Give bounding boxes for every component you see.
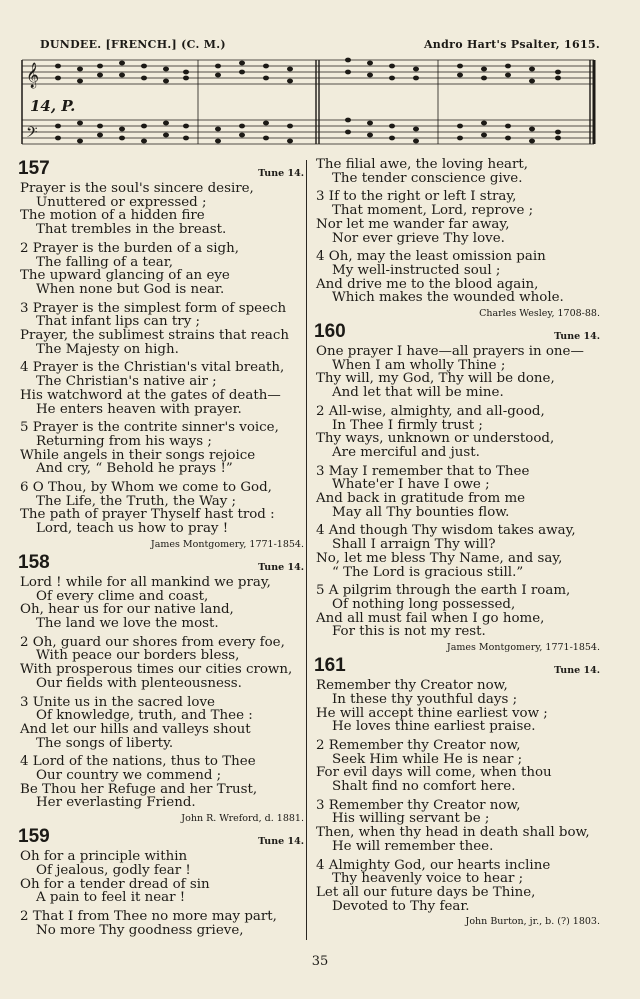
author-credit: John Burton, jr., b. (?) 1803. — [465, 916, 600, 928]
stanza — [20, 242, 310, 297]
verse-line: For this is not my rest. — [332, 624, 486, 640]
hymn-number: 157 — [18, 158, 50, 179]
author-credit: James Montgomery, 1771-1854. — [446, 642, 600, 654]
verse-line: Of knowledge, truth, and Thee : — [36, 708, 253, 724]
verse-line: The Majesty on high. — [36, 341, 179, 357]
verse-line: In these thy youthful days ; — [332, 691, 518, 707]
verse-line: The land we love the most. — [36, 615, 219, 631]
hymn-header — [316, 655, 606, 679]
verse-line: Shalt find no comfort here. — [332, 779, 516, 795]
tune-header: DUNDEE. [FRENCH.] (C. M.) — [40, 38, 226, 51]
verse-line: And drive me to the blood again, — [316, 276, 539, 292]
verse-line: He will accept thine earliest vow ; — [316, 705, 548, 721]
verse-line: The filial awe, the loving heart, — [316, 157, 529, 172]
verse-line: Oh for a tender dread of sin — [20, 876, 210, 892]
verse-line: 4 Oh, may the least omission pain — [316, 249, 546, 265]
verse-line: When none but God is near. — [36, 281, 225, 297]
verse-line: That moment, Lord, reprove ; — [332, 203, 534, 219]
stanza — [316, 799, 606, 854]
verse-line: Unuttered or expressed ; — [36, 194, 207, 210]
verse-line: Whate'er I have I owe ; — [332, 477, 490, 493]
verse-line: Shall I arraign Thy will? — [332, 537, 496, 553]
stanza — [20, 910, 310, 937]
verse-line: Let all our future days be Thine, — [316, 884, 536, 900]
verse-line: 3 If to the right or left I stray, — [316, 189, 517, 205]
verse-line: 6 O Thou, by Whom we come to God, — [20, 480, 272, 496]
tune-reference: Tune 14. — [554, 331, 600, 343]
author-credit: Charles Wesley, 1708-88. — [479, 308, 600, 320]
hymn-number: 161 — [314, 655, 346, 677]
verse-line: Seek Him while He is near ; — [332, 751, 523, 767]
hymn-number: 159 — [18, 826, 50, 848]
stanza — [316, 584, 606, 639]
verse-line: When I am wholly Thine ; — [332, 357, 506, 373]
verse-line: Of jealous, godly fear ! — [36, 862, 191, 878]
svg-text:𝄢: 𝄢 — [26, 124, 38, 145]
verse-line: Our country we commend ; — [36, 768, 222, 784]
verse-line: The upward glancing of an eye — [20, 268, 230, 284]
verse-line: Our fields with plenteousness. — [36, 675, 242, 691]
verse-line: My well-instructed soul ; — [332, 262, 501, 278]
verse-line: His willing servant be ; — [332, 811, 490, 827]
verse-line: 5 A pilgrim through the earth I roam, — [316, 583, 571, 599]
verse-line: Thy ways, unknown or understood, — [316, 431, 555, 447]
verse-line: For evil days will come, when thou — [316, 765, 552, 781]
verse-line: 5 Prayer is the contrite sinner's voice, — [20, 420, 279, 436]
verse-line: He enters heaven with prayer. — [36, 401, 242, 417]
stanza — [316, 158, 606, 185]
verse-line: His watchword at the gates of death— — [20, 387, 281, 403]
verse-line: Oh, hear us for our native land, — [20, 602, 234, 618]
stanza — [20, 755, 310, 810]
stanza — [20, 576, 310, 631]
verse-line: And let that will be mine. — [332, 385, 504, 401]
verse-line: That infant lips can try ; — [36, 314, 201, 330]
stanza — [316, 250, 606, 305]
column-divider — [306, 160, 307, 940]
verse-line: Returning from his ways ; — [36, 433, 212, 449]
verse-line: 3 Unite us in the sacred love — [20, 694, 215, 710]
stanza — [20, 850, 310, 905]
verse-line: 2 Oh, guard our shores from every foe, — [20, 634, 285, 650]
stanza — [316, 190, 606, 245]
hymn-header — [316, 321, 606, 345]
hymn-header — [20, 826, 310, 850]
verse-line: Her everlasting Friend. — [36, 795, 196, 811]
stanza — [20, 421, 310, 476]
verse-line: Nor ever grieve Thy love. — [332, 230, 505, 246]
tune-reference: Tune 14. — [554, 665, 600, 677]
verse-line: He loves thine earliest praise. — [332, 719, 536, 735]
verse-line: The falling of a tear, — [36, 254, 173, 270]
stanza — [20, 182, 310, 237]
stanza — [20, 481, 310, 536]
verse-line: With peace our borders bless, — [36, 648, 240, 664]
verse-line: Devoted to Thy fear. — [332, 898, 470, 914]
verse-line: The Life, the Truth, the Way ; — [36, 493, 237, 509]
verse-line: 2 Remember thy Creator now, — [316, 737, 521, 753]
verse-line: 4 Almighty God, our hearts incline — [316, 857, 551, 873]
verse-line: 4 Lord of the nations, thus to Thee — [20, 754, 256, 770]
stanza — [20, 636, 310, 691]
svg-text:𝄞: 𝄞 — [26, 63, 40, 88]
hymn-header — [20, 552, 310, 576]
hymn-number: 158 — [18, 551, 50, 573]
music-staff — [18, 54, 598, 154]
verse-line: While angels in their songs rejoice — [20, 447, 256, 463]
tune-source: Andro Hart's Psalter, 1615. — [423, 38, 600, 51]
verse-line: Prayer is the soul's sincere desire, — [20, 181, 254, 196]
verse-line: With prosperous times our cities crown, — [20, 662, 293, 678]
verse-line: Lord, teach us how to pray ! — [36, 521, 229, 537]
author-credit: James Montgomery, 1771-1854. — [150, 538, 304, 550]
verse-line: The tender conscience give. — [332, 170, 523, 186]
left-column — [20, 158, 310, 942]
verse-line: Of every clime and coast, — [36, 588, 209, 604]
stanza — [20, 361, 310, 416]
stanza — [316, 405, 606, 460]
verse-line: The songs of liberty. — [36, 735, 174, 751]
verse-line: The motion of a hidden fire — [20, 208, 205, 224]
verse-line: Thy will, my God, Thy will be done, — [316, 371, 555, 387]
verse-line: 4 And though Thy wisdom takes away, — [316, 523, 576, 539]
verse-line: Are merciful and just. — [332, 444, 480, 460]
verse-line: And let our hills and valleys shout — [20, 721, 251, 737]
verse-line: 2 All-wise, almighty, and all-good, — [316, 403, 545, 419]
verse-line: 3 Prayer is the simplest form of speech — [20, 300, 287, 316]
verse-line: 2 That I from Thee no more may part, — [20, 908, 277, 924]
verse-line: Oh for a principle within — [20, 849, 188, 865]
verse-line: Be Thou her Refuge and her Trust, — [20, 781, 258, 797]
stanza — [316, 679, 606, 734]
stanza — [20, 302, 310, 357]
verse-line: And all must fail when I go home, — [316, 610, 545, 626]
verse-line: And back in gratitude from me — [316, 491, 526, 507]
verse-line: 4 Prayer is the Christian's vital breath, — [20, 360, 285, 376]
verse-line: He will remember thee. — [332, 838, 494, 854]
verse-line: No more Thy goodness grieve, — [36, 922, 244, 938]
verse-line: Prayer, the sublimest strains that reach — [20, 328, 290, 344]
verse-line: “ The Lord is gracious still.” — [332, 564, 524, 580]
hymn-header — [20, 158, 310, 182]
verse-line: The path of prayer Thyself hast trod : — [20, 507, 275, 523]
verse-line: 2 Prayer is the burden of a sigh, — [20, 240, 240, 256]
stanza — [316, 465, 606, 520]
verse-line: 3 Remember thy Creator now, — [316, 797, 521, 813]
verse-line: Nor let me wander far away, — [316, 216, 510, 232]
stanza — [316, 859, 606, 914]
verse-line: 3 May I remember that to Thee — [316, 463, 530, 479]
verse-line: Then, when thy head in death shall bow, — [316, 825, 590, 841]
verse-line: In Thee I firmly trust ; — [332, 417, 483, 433]
verse-line: Lord ! while for all mankind we pray, — [20, 574, 271, 590]
verse-line: The Christian's native air ; — [36, 374, 217, 390]
tune-reference: Tune 14. — [258, 836, 304, 848]
stanza — [316, 739, 606, 794]
verse-line: A pain to feel it near ! — [36, 890, 186, 906]
author-credit: John R. Wreford, d. 1881. — [181, 813, 304, 825]
verse-line: Of nothing long possessed, — [332, 596, 516, 612]
hymn-number: 160 — [314, 321, 346, 343]
verse-line: Thy heavenly voice to hear ; — [332, 871, 524, 887]
page-number: 35 — [311, 954, 329, 969]
stanza — [316, 345, 606, 400]
verse-line: Which makes the wounded whole. — [332, 290, 564, 306]
tune-number: 14, P. — [30, 97, 76, 115]
tune-reference: Tune 14. — [258, 561, 304, 573]
verse-line: And cry, “ Behold he prays !” — [36, 461, 233, 477]
tune-reference: Tune 14. — [258, 168, 304, 179]
stanza — [20, 696, 310, 751]
right-column — [316, 158, 606, 929]
stanza — [316, 524, 606, 579]
verse-line: That trembles in the breast. — [36, 222, 227, 238]
verse-line: No, let me bless Thy Name, and say, — [316, 550, 563, 566]
verse-line: One prayer I have—all prayers in one— — [316, 344, 584, 360]
verse-line: Remember thy Creator now, — [316, 678, 508, 694]
verse-line: May all Thy bounties flow. — [332, 504, 510, 520]
